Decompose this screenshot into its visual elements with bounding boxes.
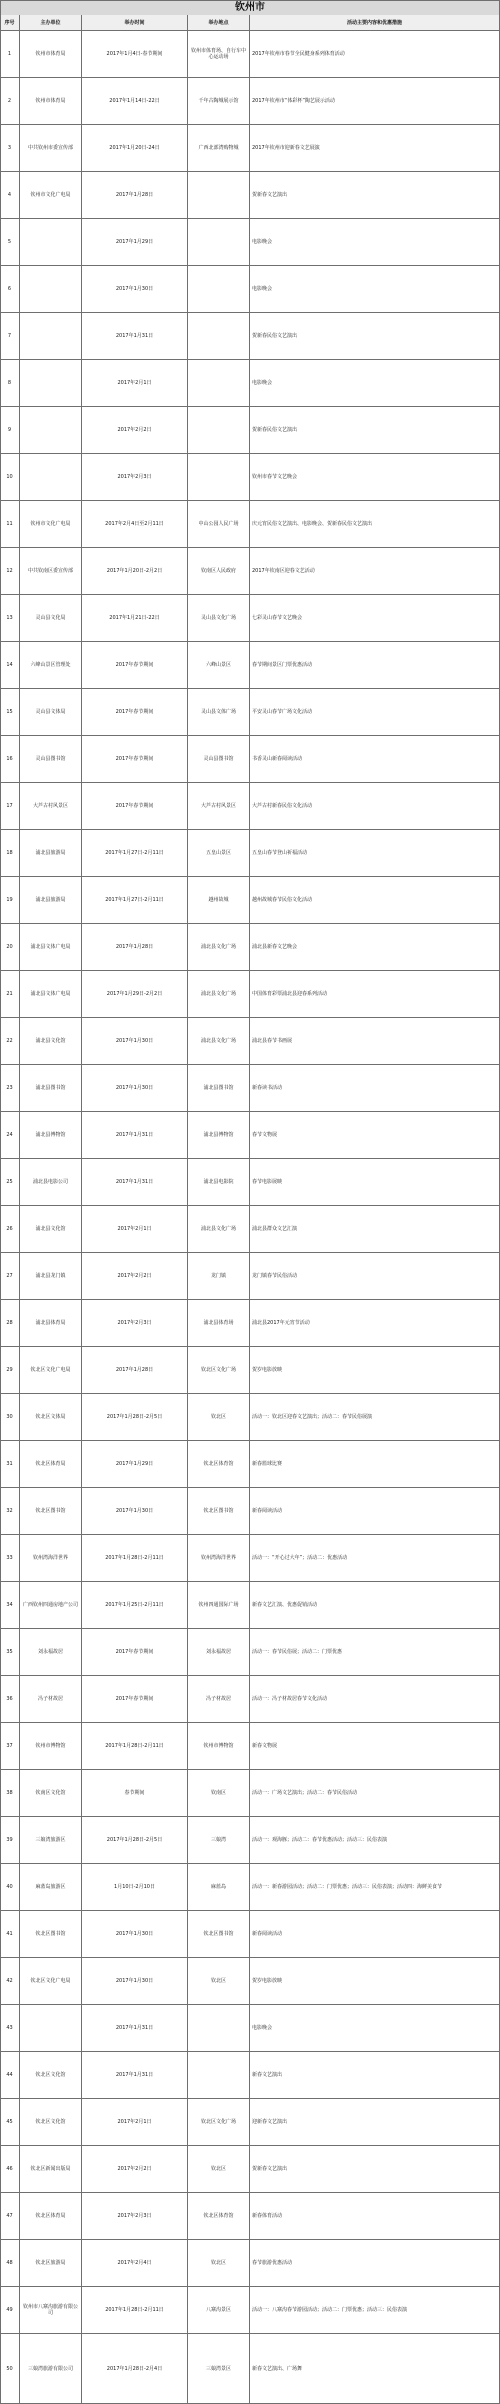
cell-place: 钦北区文化广场 <box>188 1347 250 1394</box>
cell-time: 2017年1月29日-2月2日 <box>82 971 188 1018</box>
cell-no: 34 <box>0 1582 20 1629</box>
cell-no: 12 <box>0 548 20 595</box>
cell-no: 16 <box>0 736 20 783</box>
cell-place: 三娘湾 <box>188 1817 250 1864</box>
cell-no: 7 <box>0 313 20 360</box>
cell-content: 春节文物展 <box>250 1112 500 1159</box>
cell-no: 22 <box>0 1018 20 1065</box>
cell-time: 2017年1月30日 <box>82 1911 188 1958</box>
cell-place: 钦南区人民政府 <box>188 548 250 595</box>
cell-organizer: 钦北区文体局 <box>20 1394 82 1441</box>
cell-content: 新春读书活动 <box>250 1065 500 1112</box>
cell-place: 钦北区 <box>188 1394 250 1441</box>
cell-organizer: 钦州湾海洋世界 <box>20 1535 82 1582</box>
cell-content: 浦北县2017年元宵节活动 <box>250 1300 500 1347</box>
cell-organizer: 钦南区文化馆 <box>20 1770 82 1817</box>
cell-organizer <box>20 360 82 407</box>
cell-place: 钦北区图书馆 <box>188 1911 250 1958</box>
cell-content: 电影晚会 <box>250 2005 500 2052</box>
cell-content: 平安灵山春节广场文化活动 <box>250 689 500 736</box>
cell-time: 2017年2月3日 <box>82 454 188 501</box>
cell-content: 新春文艺演出 <box>250 2052 500 2099</box>
cell-time: 2017年1月28日-2月5日 <box>82 1394 188 1441</box>
cell-content: 活动一：观海豚；活动二：春节优惠活动；活动三：民俗表演 <box>250 1817 500 1864</box>
cell-place <box>188 407 250 454</box>
cell-place <box>188 360 250 407</box>
header-no: 序号 <box>0 15 20 31</box>
cell-place: 钦州市体育场、自行车中心运动场 <box>188 31 250 78</box>
cell-content: 电影晚会 <box>250 360 500 407</box>
cell-no: 14 <box>0 642 20 689</box>
cell-place: 八寨沟景区 <box>188 2287 250 2334</box>
cell-place: 钦州市博物馆 <box>188 1723 250 1770</box>
cell-no: 10 <box>0 454 20 501</box>
page-title: 钦州市 <box>235 2 265 13</box>
cell-no: 33 <box>0 1535 20 1582</box>
cell-content: 活动一：八寨沟春节游园活动；活动二：门票优惠；活动三：民俗表演 <box>250 2287 500 2334</box>
cell-no: 5 <box>0 219 20 266</box>
cell-time: 2017年2月3日 <box>82 1300 188 1347</box>
cell-place: 三娘湾景区 <box>188 2334 250 2404</box>
cell-no: 25 <box>0 1159 20 1206</box>
cell-content: 活动一：春节民俗展；活动二：门票优惠 <box>250 1629 500 1676</box>
cell-time: 2017年1月28日-2月11日 <box>82 2287 188 2334</box>
cell-time: 2017年2月4日 <box>82 2240 188 2287</box>
cell-organizer: 浦北县旅游局 <box>20 877 82 924</box>
cell-time: 2017年1月30日 <box>82 1488 188 1535</box>
cell-organizer <box>20 407 82 454</box>
cell-no: 36 <box>0 1676 20 1723</box>
cell-no: 19 <box>0 877 20 924</box>
cell-content: 五皇山春节登山祈福活动 <box>250 830 500 877</box>
cell-content: 新春阅读活动 <box>250 1488 500 1535</box>
cell-no: 4 <box>0 172 20 219</box>
cell-time: 2017年春节期间 <box>82 1629 188 1676</box>
cell-place <box>188 219 250 266</box>
cell-organizer: 麻蓝岛旅游区 <box>20 1864 82 1911</box>
cell-content: 电影晚会 <box>250 266 500 313</box>
cell-time: 2017年2月4日至2月11日 <box>82 501 188 548</box>
cell-content: 迎新春文艺演出 <box>250 2099 500 2146</box>
cell-content: 2017年钦州市春节全民健身系列体育活动 <box>250 31 500 78</box>
cell-no: 6 <box>0 266 20 313</box>
cell-place: 钦北区 <box>188 1958 250 2005</box>
cell-organizer: 六峰山景区管理处 <box>20 642 82 689</box>
cell-time: 2017年春节期间 <box>82 1676 188 1723</box>
cell-organizer: 钦北区文化馆 <box>20 2052 82 2099</box>
cell-content: 中国体育彩票浦北县迎春系列活动 <box>250 971 500 1018</box>
cell-place: 冯子材故居 <box>188 1676 250 1723</box>
cell-content: 贺新春民俗文艺演出 <box>250 407 500 454</box>
cell-no: 46 <box>0 2146 20 2193</box>
cell-time: 2017年1月28日-2月11日 <box>82 1535 188 1582</box>
cell-time: 2017年1月31日 <box>82 1112 188 1159</box>
cell-no: 30 <box>0 1394 20 1441</box>
cell-time: 2017年1月29日 <box>82 1441 188 1488</box>
cell-no: 11 <box>0 501 20 548</box>
cell-organizer: 冯子材故居 <box>20 1676 82 1723</box>
cell-organizer: 浦北县文体广电局 <box>20 924 82 971</box>
cell-time: 2017年春节期间 <box>82 689 188 736</box>
cell-place <box>188 2005 250 2052</box>
cell-content: 2017年钦州市“体彩杯”陶艺展示活动 <box>250 78 500 125</box>
cell-content: 活动一：钦北区迎春文艺演出；活动二：春节民俗展演 <box>250 1394 500 1441</box>
cell-content: 贺岁电影放映 <box>250 1347 500 1394</box>
cell-place: 钦南区 <box>188 1770 250 1817</box>
cell-organizer <box>20 219 82 266</box>
cell-time: 2017年1月31日 <box>82 1159 188 1206</box>
cell-no: 39 <box>0 1817 20 1864</box>
cell-time: 2017年1月31日 <box>82 2005 188 2052</box>
cell-content: 贺岁电影放映 <box>250 1958 500 2005</box>
cell-organizer: 浦北县博物馆 <box>20 1112 82 1159</box>
cell-time: 2017年1月28日-2月5日 <box>82 1817 188 1864</box>
cell-organizer <box>20 313 82 360</box>
cell-content: 龙门镇春节民俗活动 <box>250 1253 500 1300</box>
cell-time: 2017年1月28日-2月11日 <box>82 1723 188 1770</box>
cell-organizer <box>20 266 82 313</box>
cell-organizer: 钦州市体育局 <box>20 31 82 78</box>
cell-place: 越州故城 <box>188 877 250 924</box>
cell-organizer: 广西钦州四通房地产公司 <box>20 1582 82 1629</box>
cell-organizer: 钦北区旅游局 <box>20 2240 82 2287</box>
cell-place: 浦北县体育场 <box>188 1300 250 1347</box>
cell-time: 2017年2月2日 <box>82 1253 188 1300</box>
cell-time: 2017年1月31日 <box>82 2052 188 2099</box>
cell-place: 浦北县文化广场 <box>188 1018 250 1065</box>
cell-no: 8 <box>0 360 20 407</box>
cell-place: 大芦古村风景区 <box>188 783 250 830</box>
cell-content: 春节旅游优惠活动 <box>250 2240 500 2287</box>
cell-content: 大芦古村新春民俗文化活动 <box>250 783 500 830</box>
cell-place: 中山公园人民广场 <box>188 501 250 548</box>
cell-place: 灵山县文体广场 <box>188 689 250 736</box>
cell-content: 贺新春文艺演出 <box>250 2146 500 2193</box>
cell-no: 1 <box>0 31 20 78</box>
cell-time: 2017年1月27日-2月11日 <box>82 877 188 924</box>
title-bar <box>0 0 500 16</box>
cell-no: 50 <box>0 2334 20 2404</box>
cell-content: 活动一：冯子材故居春节文化活动 <box>250 1676 500 1723</box>
cell-organizer: 钦北区文化广电局 <box>20 1958 82 2005</box>
cell-no: 49 <box>0 2287 20 2334</box>
cell-no: 43 <box>0 2005 20 2052</box>
cell-organizer: 钦州市文化广电局 <box>20 172 82 219</box>
cell-content: 电影晚会 <box>250 219 500 266</box>
cell-place: 广西北部湾购物城 <box>188 125 250 172</box>
cell-no: 29 <box>0 1347 20 1394</box>
cell-content: 新春文物展 <box>250 1723 500 1770</box>
cell-content: 钦州市春节文艺晚会 <box>250 454 500 501</box>
cell-place: 钦北区体育馆 <box>188 1441 250 1488</box>
cell-place: 钦北区 <box>188 2240 250 2287</box>
cell-place <box>188 454 250 501</box>
cell-content: 书香灵山新春阅读活动 <box>250 736 500 783</box>
cell-time: 2017年1月27日-2月11日 <box>82 830 188 877</box>
cell-time: 2017年2月2日 <box>82 2146 188 2193</box>
cell-time: 2017年2月1日 <box>82 360 188 407</box>
cell-place: 钦北区体育馆 <box>188 2193 250 2240</box>
cell-no: 31 <box>0 1441 20 1488</box>
cell-no: 9 <box>0 407 20 454</box>
cell-content: 活动一：广场文艺演出；活动二：春节民俗活动 <box>250 1770 500 1817</box>
cell-place: 千年古陶城展示馆 <box>188 78 250 125</box>
cell-place: 钦北区图书馆 <box>188 1488 250 1535</box>
cell-no: 37 <box>0 1723 20 1770</box>
cell-time: 2017年春节期间 <box>82 783 188 830</box>
header-place: 举办地点 <box>188 15 250 31</box>
cell-no: 24 <box>0 1112 20 1159</box>
cell-no: 27 <box>0 1253 20 1300</box>
cell-organizer: 钦北区图书馆 <box>20 1488 82 1535</box>
cell-content: 春节期间景区门票优惠活动 <box>250 642 500 689</box>
cell-organizer: 灵山县图书馆 <box>20 736 82 783</box>
cell-time: 1月10日-2月10日 <box>82 1864 188 1911</box>
cell-organizer: 浦北县旅游局 <box>20 830 82 877</box>
cell-organizer: 钦州市体育局 <box>20 78 82 125</box>
cell-organizer: 钦州市八寨沟旅游有限公司 <box>20 2287 82 2334</box>
cell-place: 浦北县电影院 <box>188 1159 250 1206</box>
cell-organizer: 刘永福故居 <box>20 1629 82 1676</box>
cell-organizer: 浦北县文化馆 <box>20 1018 82 1065</box>
cell-content: 新春体育活动 <box>250 2193 500 2240</box>
cell-no: 42 <box>0 1958 20 2005</box>
cell-organizer: 钦北区文化馆 <box>20 2099 82 2146</box>
cell-time: 2017年1月30日 <box>82 1958 188 2005</box>
cell-content: 贺新春民俗文艺演出 <box>250 313 500 360</box>
cell-no: 26 <box>0 1206 20 1253</box>
cell-organizer: 钦北区新闻出版局 <box>20 2146 82 2193</box>
cell-organizer: 浦北县体育局 <box>20 1300 82 1347</box>
cell-time: 2017年1月28日-2月4日 <box>82 2334 188 2404</box>
cell-time: 2017年春节期间 <box>82 736 188 783</box>
cell-time: 2017年1月31日 <box>82 313 188 360</box>
cell-time: 2017年1月14日-22日 <box>82 78 188 125</box>
cell-no: 40 <box>0 1864 20 1911</box>
cell-no: 18 <box>0 830 20 877</box>
cell-no: 13 <box>0 595 20 642</box>
cell-place <box>188 313 250 360</box>
cell-organizer: 浦北县文体广电局 <box>20 971 82 1018</box>
cell-organizer: 钦北区文化广电局 <box>20 1347 82 1394</box>
cell-organizer: 钦州市博物馆 <box>20 1723 82 1770</box>
cell-no: 35 <box>0 1629 20 1676</box>
cell-organizer: 灵山县文化局 <box>20 595 82 642</box>
cell-content: 新春文艺演出、广场舞 <box>250 2334 500 2404</box>
cell-content: 2017年钦南区迎春文艺活动 <box>250 548 500 595</box>
cell-organizer: 钦州市文化广电局 <box>20 501 82 548</box>
cell-place: 浦北县文化广场 <box>188 924 250 971</box>
cell-organizer <box>20 2005 82 2052</box>
cell-time: 2017年1月4日-春节期间 <box>82 31 188 78</box>
cell-time: 2017年1月28日 <box>82 172 188 219</box>
cell-place: 浦北县文化广场 <box>188 1206 250 1253</box>
cell-no: 45 <box>0 2099 20 2146</box>
cell-place: 浦北县图书馆 <box>188 1065 250 1112</box>
cell-content: 浦北县群众文艺汇演 <box>250 1206 500 1253</box>
cell-time: 2017年春节期间 <box>82 642 188 689</box>
cell-content: 浦北县新春文艺晚会 <box>250 924 500 971</box>
cell-no: 28 <box>0 1300 20 1347</box>
cell-content: 新春篮球比赛 <box>250 1441 500 1488</box>
cell-organizer: 钦北区体育局 <box>20 1441 82 1488</box>
cell-no: 32 <box>0 1488 20 1535</box>
cell-no: 15 <box>0 689 20 736</box>
cell-organizer: 浦北县图书馆 <box>20 1065 82 1112</box>
cell-place: 灵山县文化广场 <box>188 595 250 642</box>
cell-organizer: 三娘湾旅游区 <box>20 1817 82 1864</box>
cell-place: 钦北区 <box>188 2146 250 2193</box>
cell-time: 2017年1月30日 <box>82 1018 188 1065</box>
cell-place: 钦州湾海洋世界 <box>188 1535 250 1582</box>
cell-organizer <box>20 454 82 501</box>
cell-place: 龙门镇 <box>188 1253 250 1300</box>
cell-organizer: 钦北区体育局 <box>20 2193 82 2240</box>
cell-time: 2017年2月1日 <box>82 2099 188 2146</box>
cell-no: 21 <box>0 971 20 1018</box>
cell-no: 48 <box>0 2240 20 2287</box>
cell-place: 钦州四通国际广场 <box>188 1582 250 1629</box>
cell-no: 41 <box>0 1911 20 1958</box>
cell-time: 2017年1月28日 <box>82 924 188 971</box>
header-time: 举办时间 <box>82 15 188 31</box>
cell-content: 活动一：“开心过大年”；活动二：优惠活动 <box>250 1535 500 1582</box>
header-content: 活动主要内容和优惠措施 <box>250 15 500 31</box>
cell-no: 47 <box>0 2193 20 2240</box>
cell-content: 庆元宵民俗文艺演出、电影晚会、贺新春民俗文艺演出 <box>250 501 500 548</box>
cell-organizer: 大芦古村风景区 <box>20 783 82 830</box>
cell-time: 2017年2月1日 <box>82 1206 188 1253</box>
cell-content: 2017年钦州市迎新春文艺展演 <box>250 125 500 172</box>
cell-place <box>188 172 250 219</box>
cell-organizer: 钦北区图书馆 <box>20 1911 82 1958</box>
cell-place: 六峰山景区 <box>188 642 250 689</box>
cell-no: 17 <box>0 783 20 830</box>
cell-time: 2017年1月30日 <box>82 1065 188 1112</box>
cell-place: 灵山县图书馆 <box>188 736 250 783</box>
header-organizer: 主办单位 <box>20 15 82 31</box>
cell-organizer: 浦北县文化馆 <box>20 1206 82 1253</box>
cell-no: 38 <box>0 1770 20 1817</box>
cell-no: 2 <box>0 78 20 125</box>
cell-organizer: 三娘湾旅游有限公司 <box>20 2334 82 2404</box>
cell-content: 活动一：新春游园活动；活动二：门票优惠；活动三：民俗表演；活动四：海鲜美食节 <box>250 1864 500 1911</box>
cell-time: 2017年1月20日-2月2日 <box>82 548 188 595</box>
cell-time: 2017年1月21日-22日 <box>82 595 188 642</box>
cell-place: 浦北县博物馆 <box>188 1112 250 1159</box>
cell-place: 浦北县文化广场 <box>188 971 250 1018</box>
cell-place: 麻蓝岛 <box>188 1864 250 1911</box>
cell-time: 2017年1月20日-24日 <box>82 125 188 172</box>
cell-no: 44 <box>0 2052 20 2099</box>
cell-time: 2017年2月2日 <box>82 407 188 454</box>
cell-organizer: 中共钦州市委宣传部 <box>20 125 82 172</box>
cell-place <box>188 2052 250 2099</box>
cell-time: 2017年1月28日 <box>82 1347 188 1394</box>
cell-content: 越州故城春节民俗文化活动 <box>250 877 500 924</box>
cell-time: 2017年2月3日 <box>82 2193 188 2240</box>
cell-time: 2017年1月30日 <box>82 266 188 313</box>
cell-content: 新春文艺汇演、优惠促销活动 <box>250 1582 500 1629</box>
cell-place: 钦北区文化广场 <box>188 2099 250 2146</box>
cell-organizer: 中共钦南区委宣传部 <box>20 548 82 595</box>
cell-content: 七彩灵山春节文艺晚会 <box>250 595 500 642</box>
cell-no: 20 <box>0 924 20 971</box>
cell-no: 23 <box>0 1065 20 1112</box>
cell-content: 春节电影展映 <box>250 1159 500 1206</box>
cell-time: 2017年1月25日-2月11日 <box>82 1582 188 1629</box>
cell-organizer: 浦北县电影公司 <box>20 1159 82 1206</box>
cell-place <box>188 266 250 313</box>
cell-content: 新春阅读活动 <box>250 1911 500 1958</box>
cell-place: 刘永福故居 <box>188 1629 250 1676</box>
cell-content: 浦北县春节书画展 <box>250 1018 500 1065</box>
cell-place: 五皇山景区 <box>188 830 250 877</box>
cell-time: 春节期间 <box>82 1770 188 1817</box>
cell-organizer: 灵山县文体局 <box>20 689 82 736</box>
cell-time: 2017年1月29日 <box>82 219 188 266</box>
cell-no: 3 <box>0 125 20 172</box>
cell-organizer: 浦北县龙门镇 <box>20 1253 82 1300</box>
cell-content: 贺新春文艺演出 <box>250 172 500 219</box>
